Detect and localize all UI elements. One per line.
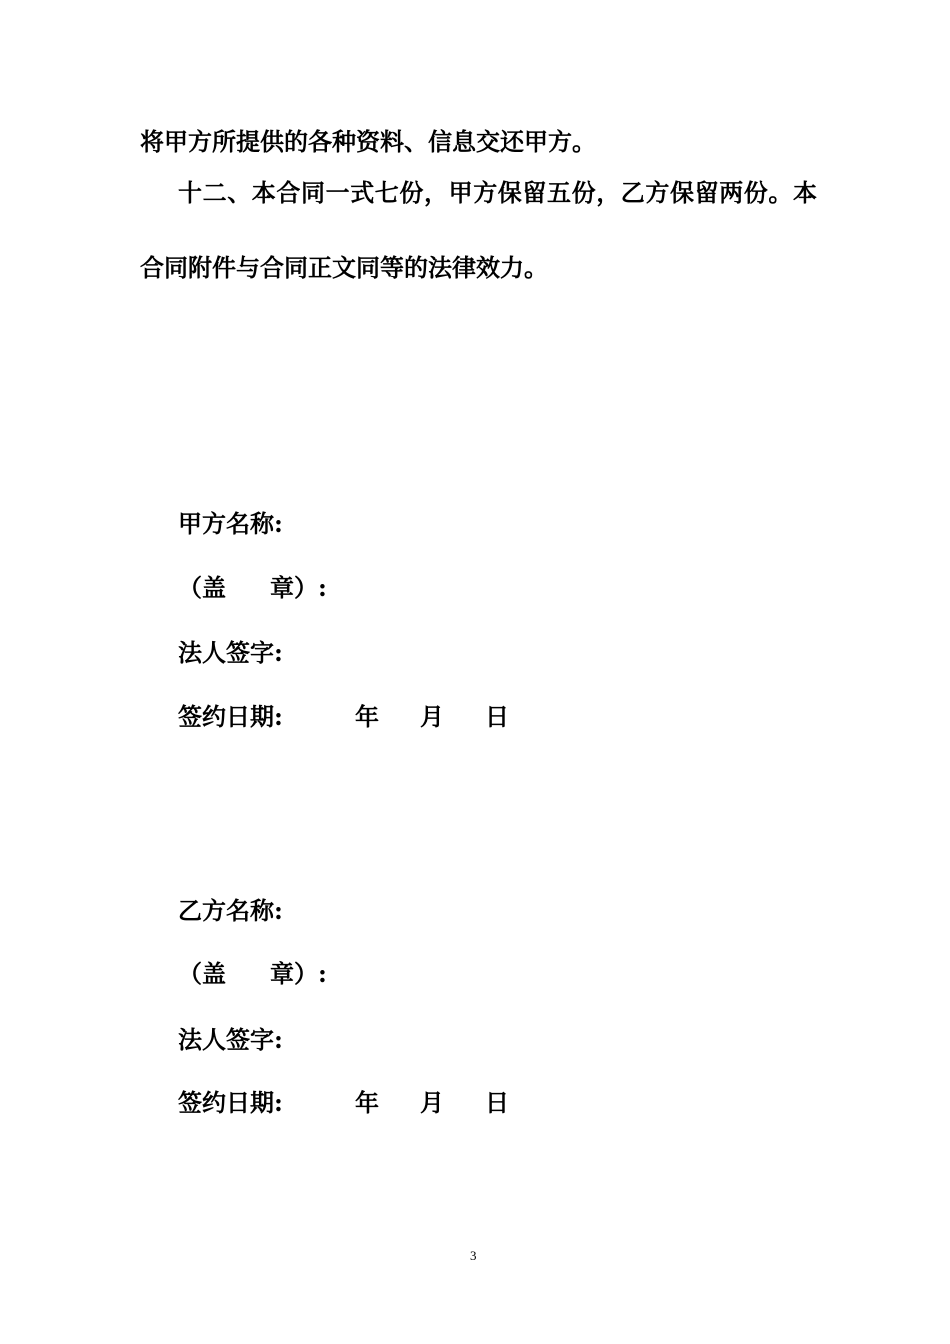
party-a-seal-close: 章）: <box>270 573 327 602</box>
party-b-signature-label: 法人签字: <box>178 1025 283 1054</box>
page-number: 3 <box>470 1248 477 1263</box>
party-a-month: 月 <box>420 702 444 731</box>
party-b-seal-label <box>178 959 327 989</box>
body-line-3: 合同附件与合同正文同等的法律效力。 <box>140 253 548 282</box>
party-a-seal-label <box>178 573 327 603</box>
party-a-year: 年 <box>355 702 379 731</box>
party-a-seal-open: （盖 <box>178 573 226 602</box>
party-b-year: 年 <box>355 1088 379 1117</box>
party-b-date-label: 签约日期: <box>178 1088 283 1117</box>
body-line-2: 十二、本合同一式七份，甲方保留五份，乙方保留两份。本 <box>178 178 818 207</box>
party-a-signature-label: 法人签字: <box>178 638 283 667</box>
party-b-name-label: 乙方名称: <box>178 896 283 925</box>
party-a-day: 日 <box>485 702 509 731</box>
party-b-month: 月 <box>420 1088 444 1117</box>
party-a-name-label: 甲方名称: <box>178 509 283 538</box>
party-b-seal-close: 章）: <box>270 959 327 988</box>
party-b-seal-open: （盖 <box>178 959 226 988</box>
party-b-day: 日 <box>485 1088 509 1117</box>
body-line-1: 将甲方所提供的各种资料、信息交还甲方。 <box>140 127 596 156</box>
party-a-date-label: 签约日期: <box>178 702 283 731</box>
